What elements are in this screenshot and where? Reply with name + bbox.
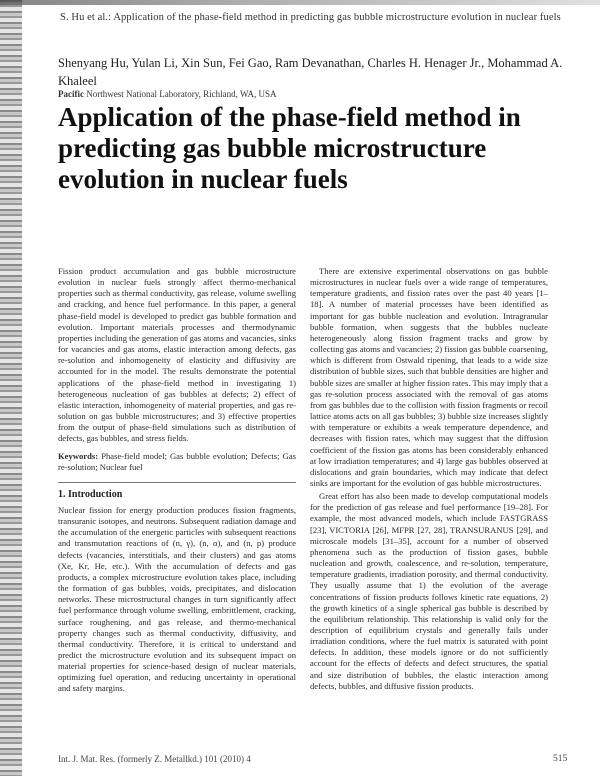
scan-top-artifact xyxy=(0,0,600,5)
intro-paragraph-left: Nuclear fission for energy production produces fission fragments, transuranic isotopes, and neutrons. Subsequent radiation damage and the accumulation of the energetic particles with subsequent reactions and transmutation reactions of (n, γ), (n, α), and (n, p) produce defects (vacancies, interstitials, and their clusters) and gas atoms (Xe, Kr, He, etc.). With the accumulation of defects and gas products, a complex microstructure evolution takes place, including the formation of gas bubbles, voids, precipitates, and dislocation networks. These microstructural changes in turn significantly affect fuel performance through volume swelling, embrittlement, cracking, surface roughening, and gas release, and thermo-mechanical property changes such as thermal conductivity, diffusivity, and thermal conductivity. Therefore, it is critical to understand and predict the microstructure evolution and its subsequent impact on material properties for science-based design of nuclear materials, optimizing fuel operation, and reducing uncertainty in operational and safety margins. xyxy=(58,504,296,694)
right-column xyxy=(310,266,548,692)
article-title: Application of the phase-field method in predicting gas bubble microstructure evolution in nuclear fuels xyxy=(58,102,521,194)
affiliation xyxy=(58,89,578,99)
intro-paragraph-right-2: Great effort has also been made to develop computational models for the prediction of gas release and fuel performance [19–28]. For example, the most advanced models, which include FASTGRASS [23], VICTORIA [26], MFPR [27, 28], TRANSURANUS [29], and microscale models [31–35], account for a number of observed phenomena such as the production of fission gases, bubble nucleation and growth, coalescence, and re-solution, temperature, temperature gradients, irradiation porosity, and thermal conductivity. They usually assume that 1) the evolution of the average concentrations of fission products follows kinetic rate equations, 2) the growth kinetics of a single spherical gas bubble is described by the equilibrium relationship. This relationship is valid only for the description of equilibrium crystals and generally fails under irradiation conditions, where the fuel matrix is saturated with point defects. In addition, these models ignore or do not sufficiently account for the effects of defects and defect structures, the spatial and size distribution of bubbles, the elastic interaction among defects, bubbles, and diffusive fission products. xyxy=(310,491,548,691)
left-column xyxy=(58,266,296,695)
scan-edge-artifact xyxy=(0,0,22,776)
keywords-label: Keywords: xyxy=(58,450,99,461)
running-head: S. Hu et al.: Application of the phase-field method in predicting gas bubble microstructure evolution in nuclear fuels xyxy=(60,12,561,23)
section-divider xyxy=(58,482,296,483)
affiliation-label: Pacific xyxy=(58,89,84,99)
journal-citation-footer: Int. J. Mat. Res. (formerly Z. Metallkd.) 101 (2010) 4 xyxy=(58,754,251,764)
section-heading: 1. Introduction xyxy=(58,488,123,500)
abstract: Fission product accumulation and gas bubble microstructure evolution in nuclear fuels strongly affect thermo-mechanical properties such as thermal conductivity, gas release, volume swelling and cracking, and hence fuel performance. In this paper, a general phase-field model is developed to predict gas bubble formation and evolution. Important materials processes and thermodynamic properties including the generation of gas atoms and vacancies, sinks for vacancies and gas atoms, elastic interaction among defects, gas re-solution and inhomogeneity of elasticity and diffusivity are accounted for in the model. The results demonstrate the potential applications of the phase-field method in investigating 1) heterogeneous nucleation of gas bubbles at defects; 2) effect of elastic interaction, inhomogeneity of material properties, and gas re-solution on gas bubble microstructures; and 3) effective properties from the output of phase-field simulations such as distribution of defects, gas bubbles, and stress fields. xyxy=(58,266,296,444)
intro-paragraph-right-1: There are extensive experimental observations on gas bubble microstructures in nuclear fuels over a wide range of temperatures, temperature gradients, and fission rates over the past 40 years [1–18]. A number of material processes have been identified as important for gas bubble nucleation and evolution. Intragranular bubble formation, when suggests that the bubbles nucleate heterogeneously along fission fragment tracks and grow by collecting gas atoms and vacancies; 2) fission gas bubble coarsening, which is different from Ostwald ripening, that leads to a wide size distribution of bubble sizes, such that bubble densities are higher and bubble sizes are smaller at higher fission rates. This may imply that a gas re-solution process associated with the removal of gas atoms from gas bubbles due to the collision with fission fragments or recoil lattice atoms acts on all gas bubbles; 3) bubble size increases slightly with temperature or exhibits a weak temperature dependence, and decreases with fission rates, which may suggest that the diffusion coefficient of the fission gas atoms has been considerably enhanced at low irradiation temperatures; and 4) large gas bubbles observed at dislocations and grain boundaries, which may indicate that defect sinks are important for the evolution of gas bubble microstructures. xyxy=(310,266,548,488)
affiliation-text: Northwest National Laboratory, Richland, WA, USA xyxy=(86,89,277,99)
keywords xyxy=(58,451,296,473)
author-list: Shenyang Hu, Yulan Li, Xin Sun, Fei Gao, Ram Devanathan, Charles H. Henager Jr., Mohammad A. Khaleel xyxy=(58,56,563,88)
keywords-text: Phase-field model; Gas bubble evolution; Defects; Gas re-solution; Nuclear fuel xyxy=(58,450,296,472)
page-number: 515 xyxy=(553,754,568,764)
